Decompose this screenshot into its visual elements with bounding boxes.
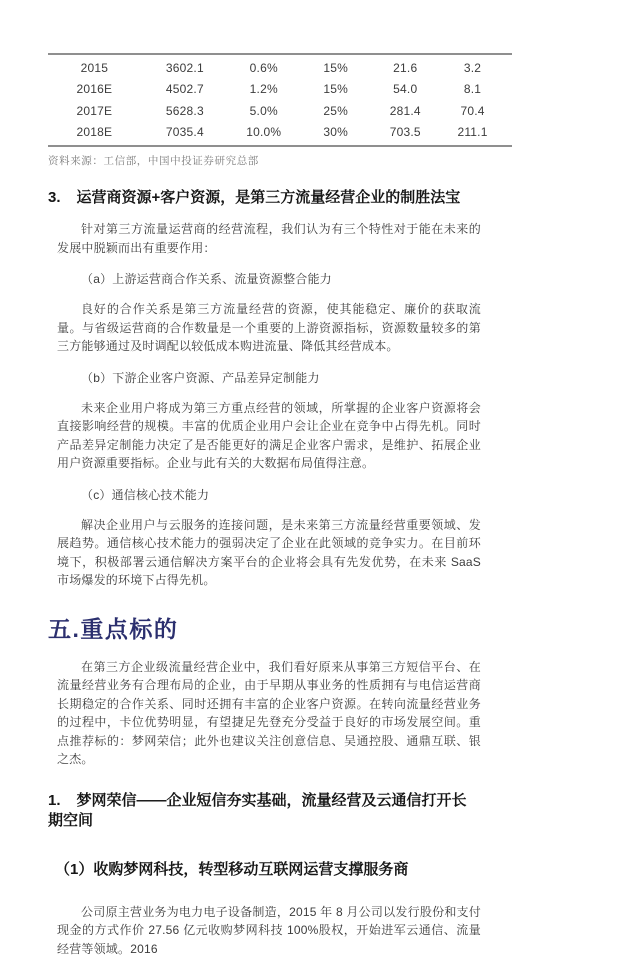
subsection-1-heading bbox=[48, 791, 480, 831]
table-cell-value: 10.0% bbox=[229, 125, 299, 139]
table-cell-value: 5628.3 bbox=[141, 104, 229, 118]
table-cell-value: 5.0% bbox=[229, 104, 299, 118]
table-row bbox=[48, 100, 512, 122]
point-1-paragraph: 公司原主营业务为电力电子设备制造，2015 年 8 月公司以发行股份和支付现金的方式作价 27.56 亿元收购梦网科技 100%股权，开始进军云通信、流量经营等领域。2016 bbox=[57, 903, 481, 958]
table-cell-value: 0.6% bbox=[229, 61, 299, 75]
table-row bbox=[48, 57, 512, 79]
list-item-c: （c）通信核心技术能力 bbox=[57, 486, 481, 504]
paragraph-downstream: 未来企业用户将成为第三方重点经营的领域，所掌握的企业客户资源将会直接影响经营的规模。丰富的优质企业用户会让企业在竞争中占得先机。同时产品差异定制能力决定了是否能更好的满足企业客户需求，是维护、拓展企业用户资源重要指标。企业与此有关的大数据布局值得注意。 bbox=[57, 399, 481, 473]
list-item-b: （b）下游企业客户资源、产品差异定制能力 bbox=[57, 369, 481, 387]
table-cell-value: 8.1 bbox=[438, 82, 508, 96]
table-cell-year: 2016E bbox=[48, 82, 141, 96]
table-cell-value: 15% bbox=[299, 82, 373, 96]
table-cell-year: 2015 bbox=[48, 61, 141, 75]
list-item-a: （a）上游运营商合作关系、流量资源整合能力 bbox=[57, 270, 481, 288]
section-5-heading: 五.重点标的 bbox=[48, 611, 640, 644]
table-cell-value: 54.0 bbox=[373, 82, 438, 96]
table-cell-value: 3.2 bbox=[438, 61, 508, 75]
table-row bbox=[48, 122, 512, 144]
paragraph-core-tech: 解决企业用户与云服务的连接问题，是未来第三方流量经营重要领域、发展趋势。通信核心技术能力的强弱决定了企业在此领域的竞争实力。在目前环境下，积极部署云通信解决方案平台的企业将会具有先发优势，在未来 SaaS 市场爆发的环境下占得先机。 bbox=[57, 516, 481, 590]
table-cell-value: 25% bbox=[299, 104, 373, 118]
table-row bbox=[48, 79, 512, 101]
point-1-heading: （1）收购梦网科技，转型移动互联网运营支撑服务商 bbox=[55, 858, 485, 879]
table-cell-value: 30% bbox=[299, 125, 373, 139]
table-cell-value: 70.4 bbox=[438, 104, 508, 118]
subsection-1-title: 梦网荣信——企业短信夯实基础，流量经营及云通信打开长期空间 bbox=[48, 792, 467, 829]
table-cell-year: 2018E bbox=[48, 125, 141, 139]
section-3-title: 运营商资源+客户资源，是第三方流量经营企业的制胜法宝 bbox=[77, 189, 461, 206]
forecast-table bbox=[48, 53, 512, 147]
table-cell-value: 21.6 bbox=[373, 61, 438, 75]
section-3-intro-paragraph: 针对第三方流量运营商的经营流程，我们认为有三个特性对于能在未来的发展中脱颖而出有重要作用： bbox=[57, 220, 481, 257]
table-cell-value: 4502.7 bbox=[141, 82, 229, 96]
table-cell-year: 2017E bbox=[48, 104, 141, 118]
subsection-1-number: 1. bbox=[48, 791, 61, 811]
table-cell-value: 15% bbox=[299, 61, 373, 75]
section-3-number: 3. bbox=[48, 188, 61, 208]
table-cell-value: 3602.1 bbox=[141, 61, 229, 75]
paragraph-upstream: 良好的合作关系是第三方流量经营的资源，使其能稳定、廉价的获取流量。与省级运营商的合作数量是一个重要的上游资源指标，资源数量较多的第三方能够通过及时调配以较低成本购进流量、降低其经营成本。 bbox=[57, 300, 481, 356]
table-source-note: 资料来源：工信部，中国中投证券研究总部 bbox=[48, 153, 640, 168]
table-cell-value: 211.1 bbox=[438, 125, 508, 139]
section-5-intro-paragraph: 在第三方企业级流量经营企业中，我们看好原来从事第三方短信平台、在流量经营业务有合理布局的企业，由于早期从事业务的性质拥有与电信运营商长期稳定的合作关系、同时还拥有丰富的企业客户资源。在转向流量经营业务的过程中，卡位优势明显，有望捷足先登充分受益于良好的市场发展空间。重点推荐标的：梦网荣信；此外也建议关注创意信息、吴通控股、通鼎互联、银之杰。 bbox=[57, 658, 481, 769]
table-cell-value: 281.4 bbox=[373, 104, 438, 118]
section-3-heading bbox=[48, 188, 480, 208]
table-cell-value: 703.5 bbox=[373, 125, 438, 139]
table-cell-value: 1.2% bbox=[229, 82, 299, 96]
table-cell-value: 7035.4 bbox=[141, 125, 229, 139]
